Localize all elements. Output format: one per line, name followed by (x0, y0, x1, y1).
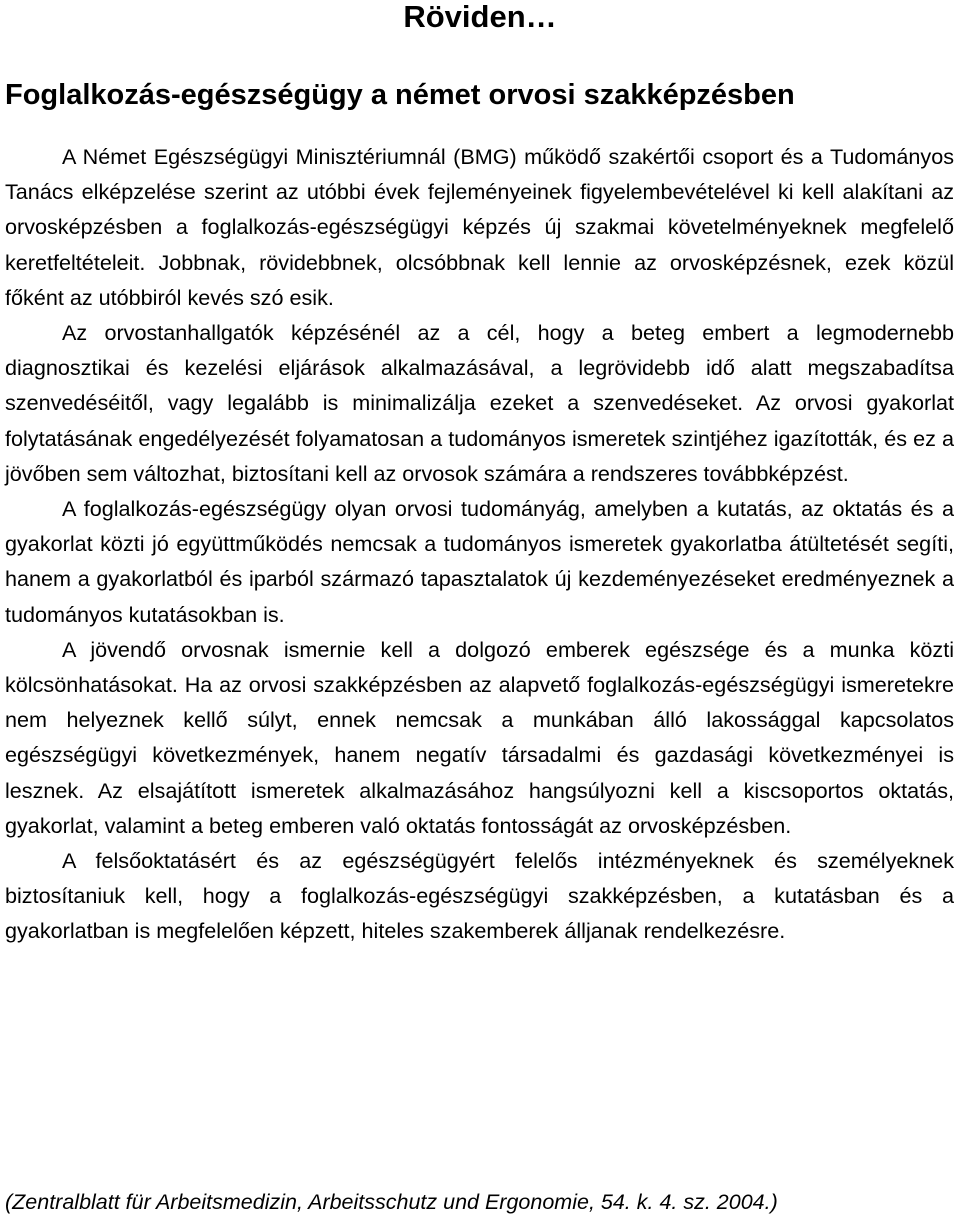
article-body (5, 139, 954, 949)
section-label: Röviden… (403, 0, 557, 34)
paragraph: A felsőoktatásért és az egészségügyért felelős intézményeknek és személyeknek biztosítaniuk kell, hogy a foglalkozás-egészségügyi szakképzésben, a kutatásban és a gyakorlatban is megfelelően képzett, hiteles szakemberek álljanak rendelkezésre. (5, 848, 954, 944)
source-citation: (Zentralblatt für Arbeitsmedizin, Arbeitsschutz und Ergonomie, 54. k. 4. sz. 2004.) (5, 1190, 778, 1214)
article-title: Foglalkozás-egészségügy a német orvosi szakképzésben (5, 79, 795, 111)
paragraph: Az orvostanhallgatók képzésénél az a cél, hogy a beteg embert a legmodernebb diagnosztikai és kezelési eljárások alkalmazásával, a legrövidebb idő alatt megszabadítsa szenvedéséitől, vagy legalább is minimalizálja ezeket a szenvedéseket. Az orvosi gyakorlat folytatásának engedélyezését folyamatosan a tudományos ismeretek szintjéhez igazították, és ez a jövőben sem változhat, biztosítani kell az orvosok számára a rendszeres továbbképzést. (5, 320, 954, 486)
paragraph: A foglalkozás-egészségügy olyan orvosi tudományág, amelyben a kutatás, az oktatás és a gyakorlat közti jó együttműködés nemcsak a tudományos ismeretek gyakorlatba átültetését segíti, hanem a gyakorlatból és iparból származó tapasztalatok új kezdeményezéseket eredményeznek a tudományos kutatásokban is. (5, 496, 954, 627)
paragraph: A Német Egészségügyi Minisztériumnál (BMG) működő szakértői csoport és a Tudományos Tanács elképzelése szerint az utóbbi évek fejleményeinek figyelembevételével ki kell alakítani az orvosképzésben a foglalkozás-egészségügyi képzés új szakmai követelményeknek megfelelő keretfeltételeit. Jobbnak, rövidebbnek, olcsóbbnak kell lennie az orvosképzésnek, ezek közül főként az utóbbiról kevés szó esik. (5, 144, 954, 310)
paragraph: A jövendő orvosnak ismernie kell a dolgozó emberek egészsége és a munka közti kölcsönhatásokat. Ha az orvosi szakképzésben az alapvető foglalkozás-egészségügyi ismeretekre nem helyeznek kellő súlyt, ennek nemcsak a munkában álló lakossággal kapcsolatos egészségügyi következmények, hanem negatív társadalmi és gazdasági következményei is lesznek. Az elsajátított ismeretek alkalmazásához hangsúlyozni kell a kiscsoportos oktatás, gyakorlat, valamint a beteg emberen való oktatás fontosságát az orvosképzésben. (5, 636, 954, 838)
